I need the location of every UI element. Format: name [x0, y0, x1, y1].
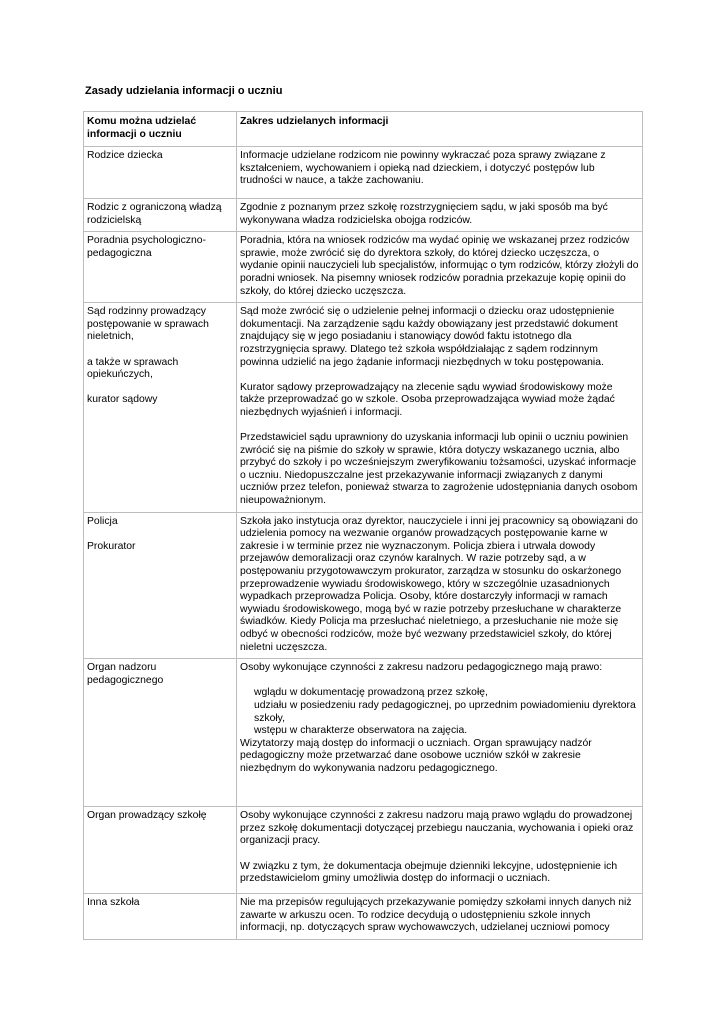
scope-text: Zgodnie z poznanym przez szkołę rozstrzygnięciem sądu, w jaki sposób ma być wykonywana władza rodzicielska obojga rodziców. — [240, 202, 608, 226]
scope-text: Szkoła jako instytucja oraz dyrektor, nauczyciele i inni jej pracownicy są obowiązani do udzielenia pomocy na wezwanie organów prowadzących postępowanie karne w zakresie i w terminie przez nie wyznaczonym. Policja zbiera i utrwala dowody przejawów demoralizacji oraz czynów karalnych. W razie potrzeby sąd, a w postępowaniu przygotowawczym prokurator, zarządza w stosunku do oskarżonego przeprowadzenie wywiadu środowiskowego, który w szczególnie uzasadnionych wypadkach przeprowadza Policja. Osoby, które dostarczyły informacji w ramach wywiadu środowiskowego, mogą być w razie potrzeby przesłuchane w charakterze świadków. Kiedy Policja ma przesłuchać nieletniego, a przesłuchanie nie może się odbyć w obecności rodziców, może być wezwany przedstawiciel szkoły, do której nieletni uczęszcza. — [240, 515, 638, 653]
recipient-text: Inna szkoła — [87, 897, 140, 909]
scope-text: Sąd może zwrócić się o udzielenie pełnej informacji o dziecku oraz udostępnienie dokumentacji. Na zarządzenie sądu każdy obowiązany jest przedstawić dokument znajdujący się w jego posiadaniu i stanowiący dowód faktu istotnego dla rozstrzygnięcia sprawy. Dlatego też szkoła współdziałając z sądem rodzinnym powinna udzielić na jego żądanie informacji niezbędnych w toku postępowania. — [240, 306, 618, 368]
recipient-cell — [84, 807, 237, 894]
scope-text: Wizytatorzy mają dostęp do informacji o uczniach. Organ sprawujący nadzór pedagogiczny może przetwarzać dane osobowe uczniów szkół w zakresie niezbędnym do wykonywania nadzoru pedagogicznego. — [240, 737, 592, 774]
recipient-text: Organ nadzoru pedagogicznego — [87, 662, 164, 686]
recipient-cell — [84, 512, 237, 659]
recipient-text: kurator sądowy — [87, 394, 158, 406]
recipient-text: Rodzice dziecka — [87, 150, 163, 161]
recipient-text: Rodzic z ograniczoną władzą rodzicielską — [87, 202, 222, 226]
recipient-cell — [84, 894, 237, 940]
list-item: wglądu w dokumentację prowadzoną przez szkołę, — [254, 687, 488, 699]
recipient-text: a także w sprawach opiekuńczych, — [87, 356, 179, 381]
header-recipient: Komu można udzielać informacji o uczniu — [84, 112, 237, 147]
page-title: Zasady udzielania informacji o uczniu — [85, 85, 283, 97]
table-row — [84, 512, 643, 659]
table-row — [84, 232, 643, 303]
table-row — [84, 199, 643, 232]
scope-cell — [237, 232, 643, 303]
scope-cell — [237, 659, 643, 807]
table-row — [84, 807, 643, 894]
scope-text: Nie ma przepisów regulujących przekazywanie pomiędzy szkołami innych danych niż zawarte w arkuszu ocen. To rodzice decydują o udostępnieniu szkole innych informacji, np. dotyczących spraw wychowawczych, udzielanej uczniowi pomocy — [240, 897, 632, 934]
recipient-text: Prokurator — [87, 540, 136, 552]
scope-text: Informacje udzielane rodzicom nie powinny wykraczać poza sprawy związane z kształceniem, wychowaniem i opieką nad dzieckiem, i dotyczyć postępów lub trudności w nauce, a także zachowaniu. — [240, 150, 606, 187]
scope-cell — [237, 199, 643, 232]
scope-cell — [237, 147, 643, 199]
recipient-cell — [84, 303, 237, 513]
scope-text: Przedstawiciel sądu uprawniony do uzyskania informacji lub opinii o uczniu powinien zwrócić się na piśmie do szkoły w sprawie, która dotyczy wskazanego ucznia, albo przybyć do szkoły i po wcześniejszym zweryfikowaniu tożsamości, uzyskać informacje o uczniu. Niedopuszczalne jest przekazywanie informacji związanych z danymi uczniów przez telefon, ponieważ stwarza to zagrożenie udostępniania danych osobom nieupoważnionym. — [240, 432, 638, 507]
scope-text: Poradnia, która na wniosek rodziców ma wydać opinię we wskazanej przez rodziców sprawie, może zwrócić się do dyrektora szkoły, do której dziecko uczęszcza, o wydanie opinii nauczycieli lub specjalistów, informując o tym rodziców, którzy złożyli do poradni wniosek. Na pisemny wniosek rodziców poradnia przekazuje kopię opinii do szkoły, do której dziecko uczęszcza. — [240, 235, 639, 297]
recipient-cell — [84, 659, 237, 807]
information-rules-table — [83, 111, 643, 940]
recipient-cell — [84, 232, 237, 303]
scope-text: Osoby wykonujące czynności z zakresu nadzoru pedagogicznego mają prawo: — [240, 662, 603, 674]
table-row — [84, 147, 643, 199]
table-row — [84, 659, 643, 807]
list-item: wstępu w charakterze obserwatora na zajęcia. — [254, 725, 468, 737]
scope-cell — [237, 303, 643, 513]
recipient-text: Organ prowadzący szkołę — [87, 810, 207, 822]
header-scope: Zakres udzielanych informacji — [237, 112, 643, 147]
scope-text: W związku z tym, że dokumentacja obejmuje dzienniki lekcyjne, udostępnienie ich przedstawicielom gminy umożliwia dostęp do informacji o uczniach. — [240, 860, 618, 885]
recipient-text: Policja — [87, 515, 118, 527]
scope-cell — [237, 512, 643, 659]
recipient-text: Poradnia psychologiczno-pedagogiczna — [87, 235, 206, 259]
scope-cell — [237, 807, 643, 894]
recipient-cell — [84, 147, 237, 199]
scope-text: Osoby wykonujące czynności z zakresu nadzoru mają prawo wglądu do prowadzonej przez szkołę dokumentacji dotyczącej przebiegu nauczania, wychowania i opieki oraz organizacji pracy. — [240, 810, 634, 847]
recipient-text: Sąd rodzinny prowadzący postępowanie w sprawach nieletnich, — [87, 306, 209, 343]
scope-text: Kurator sądowy przeprowadzający na zlecenie sądu wywiad środowiskowy może także przeprowadzać go w szkole. Osoba przeprowadzająca wywiad może żądać niezbędnych wyjaśnień i informacji. — [240, 381, 615, 418]
table-header-row — [84, 112, 643, 147]
list-item: udziału w posiedzeniu rady pedagogicznej, po uprzednim powiadomieniu dyrektora szkoły, — [254, 699, 636, 724]
scope-cell — [237, 894, 643, 940]
table-row — [84, 894, 643, 940]
table-row — [84, 303, 643, 513]
recipient-cell — [84, 199, 237, 232]
